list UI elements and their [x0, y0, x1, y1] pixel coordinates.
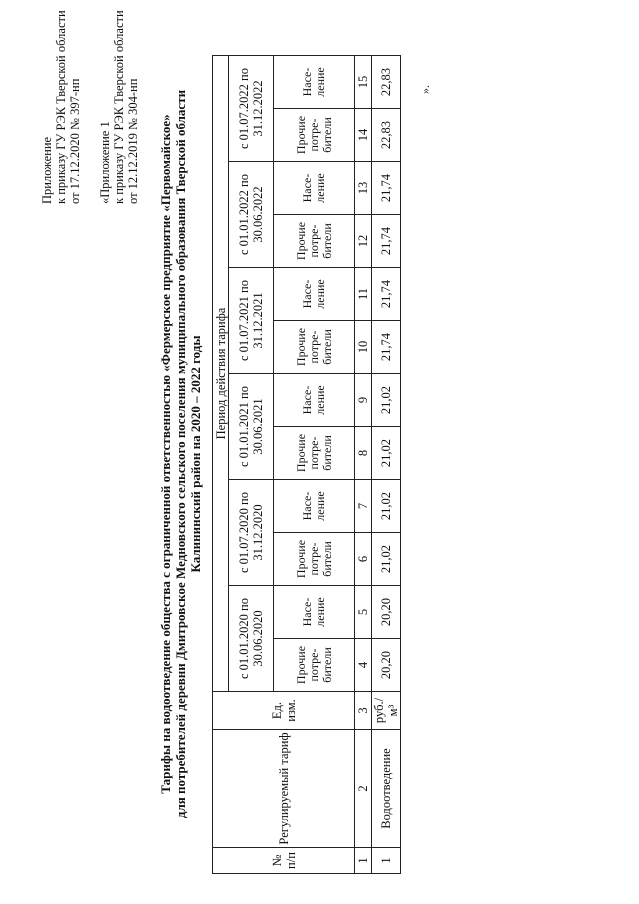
header-other-consumers: Прочие потре-бители [274, 109, 355, 162]
closing-quote-mark: ». [418, 85, 432, 94]
appendix-line: Приложение [40, 136, 54, 204]
column-index: 7 [355, 480, 372, 533]
column-index: 8 [355, 427, 372, 480]
title-line: Калининский район на 2020 – 2022 годы [188, 335, 203, 573]
tariff-value: 21,02 [372, 374, 401, 427]
header-period: с 01.07.2020 по 31.12.2020 [229, 480, 274, 586]
header-population: Насе-ление [274, 374, 355, 427]
tariff-value: 20,20 [372, 639, 401, 692]
column-index: 15 [355, 56, 372, 109]
column-index: 13 [355, 162, 372, 215]
header-population: Насе-ление [274, 268, 355, 321]
header-period-title: Период действия тарифа [213, 56, 229, 692]
header-other-consumers: Прочие потре-бители [274, 533, 355, 586]
appendix-previous [98, 10, 140, 204]
header-other-consumers: Прочие потре-бители [274, 639, 355, 692]
tariff-value: 21,74 [372, 321, 401, 374]
tariff-value: 21,74 [372, 215, 401, 268]
column-index: 1 [355, 848, 372, 874]
header-population: Насе-ление [274, 480, 355, 533]
header-population: Насе-ление [274, 162, 355, 215]
title-line: для потребителей деревни Дмитровское Медновского сельского поселения муниципального образования Тверской области [173, 89, 188, 819]
header-other-consumers: Прочие потре-бители [274, 321, 355, 374]
column-index: 3 [355, 692, 372, 730]
tariff-value: 21,74 [372, 162, 401, 215]
row-name: Водоотведение [372, 730, 401, 848]
header-other-consumers: Прочие потре-бители [274, 215, 355, 268]
column-index: 9 [355, 374, 372, 427]
tariff-value: 22,83 [372, 56, 401, 109]
column-index: 11 [355, 268, 372, 321]
header-period: с 01.07.2022 по 31.12.2022 [229, 56, 274, 162]
column-index: 10 [355, 321, 372, 374]
column-index: 2 [355, 730, 372, 848]
column-index: 14 [355, 109, 372, 162]
header-period: с 01.01.2022 по 30.06.2022 [229, 162, 274, 268]
appendix-line: к приказу ГУ РЭК Тверской области [54, 10, 68, 204]
tariff-value: 21,02 [372, 427, 401, 480]
header-unit: Ед. изм. [213, 692, 355, 730]
title-line: Тарифы на водоотведение общества с ограниченной ответственностью «Фермерское предприятие «Первомайское» [158, 114, 173, 794]
column-index: 4 [355, 639, 372, 692]
header-name: Регулируемый тариф [213, 730, 355, 848]
header-other-consumers: Прочие потре-бители [274, 427, 355, 480]
tariff-value: 21,02 [372, 533, 401, 586]
appendix-line: от 17.12.2020 № 397-нп [68, 78, 82, 204]
tariff-value: 20,20 [372, 586, 401, 639]
column-index: 5 [355, 586, 372, 639]
tariff-table [212, 55, 401, 874]
appendix-line: от 12.12.2019 № 304-нп [126, 78, 140, 204]
appendix-line: к приказу ГУ РЭК Тверской области [112, 10, 126, 204]
header-period: с 01.07.2021 по 31.12.2021 [229, 268, 274, 374]
tariff-value: 21,02 [372, 480, 401, 533]
header-period: с 01.01.2021 по 30.06.2021 [229, 374, 274, 480]
header-period: с 01.01.2020 по 30.06.2020 [229, 586, 274, 692]
row-unit: руб./м³ [372, 692, 401, 730]
header-population: Насе-ление [274, 56, 355, 109]
column-index: 6 [355, 533, 372, 586]
header-population: Насе-ление [274, 586, 355, 639]
column-index: 12 [355, 215, 372, 268]
tariff-value: 22,83 [372, 109, 401, 162]
appendix-line: «Приложение 1 [98, 121, 112, 204]
tariff-value: 21,74 [372, 268, 401, 321]
row-num: 1 [372, 848, 401, 874]
table-row [372, 56, 401, 874]
appendix-header [40, 10, 82, 204]
header-num: № п/п [213, 848, 355, 874]
column-index-row [355, 56, 372, 874]
document-title [158, 44, 203, 864]
